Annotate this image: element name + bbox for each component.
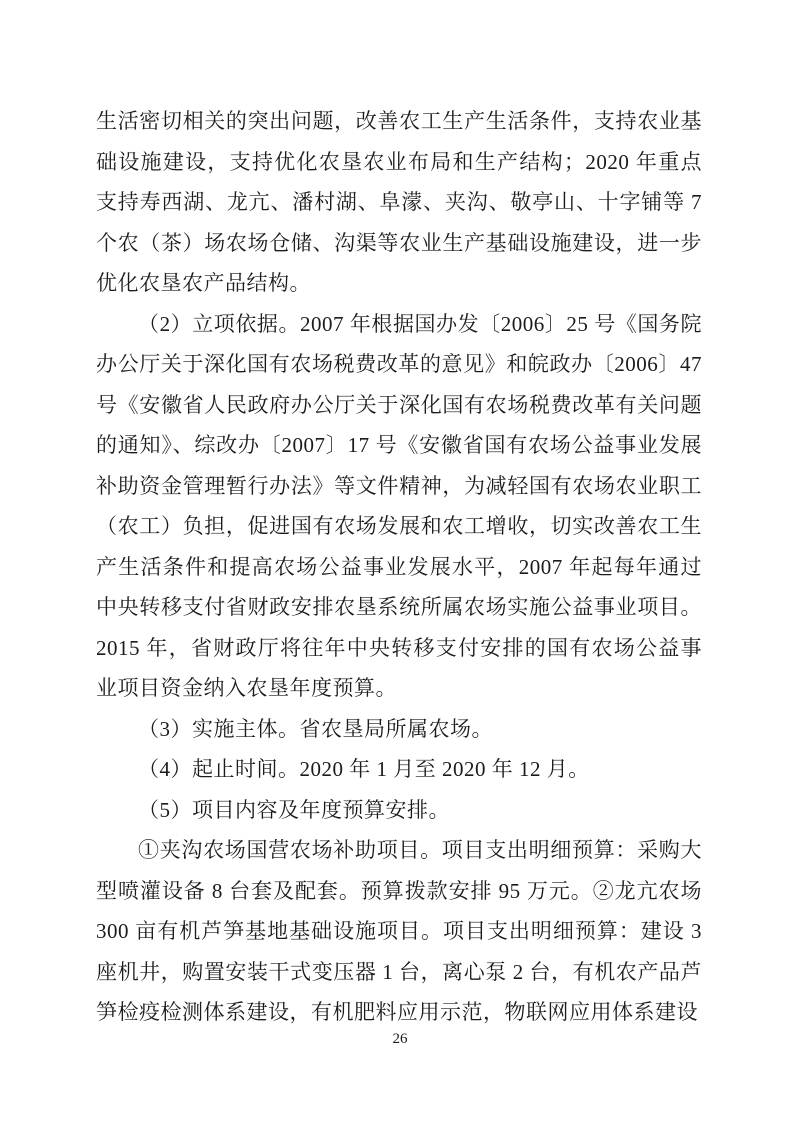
paragraph-continuation: 生活密切相关的突出问题，改善农工生产生活条件，支持农业基础设施建设，支持优化农垦农业布局和生产结构；2020 年重点支持寿西湖、龙亢、潘村湖、阜濛、夹沟、敬亭山、十字铺等 7 个农（茶）场农场仓储、沟渠等农业生产基础设施建设，进一步优化农垦农产品结构。 — [96, 109, 702, 295]
page-content — [96, 101, 702, 1033]
paragraph-project-details: ①夹沟农场国营农场补助项目。项目支出明细预算：采购大型喷灌设备 8 台套及配套。预算拨款安排 95 万元。②龙亢农场 300 亩有机芦笋基地基础设施项目。项目支出明细预算：建设 3 座机井，购置安装干式变压器 1 台，离心泵 2 台，有机农产品芦笋检疫检测体系建设，有机肥料应用示范，物联网应用体系建设 — [96, 838, 702, 1024]
paragraph-item-5-content: （5）项目内容及年度预算安排。 — [138, 797, 450, 822]
paragraph-item-4-timeframe: （4）起止时间。2020 年 1 月至 2020 年 12 月。 — [138, 757, 590, 781]
paragraph-item-3-implementer: （3）实施主体。省农垦局所属农场。 — [138, 716, 493, 741]
page-number: 26 — [392, 1031, 408, 1047]
paragraph-item-2-basis: （2）立项依据。2007 年根据国办发〔2006〕25 号《国务院办公厅关于深化国有农场税费改革的意见》和皖政办〔2006〕47 号《安徽省人民政府办公厅关于深化国有农场税费改革有关问题的通知》、综改办〔2007〕17 号《安徽省国有农场公益事业发展补助资金管理暂行办法》等文件精神，为减轻国有农场农业职工（农工）负担，促进国有农场发展和农工增收，切实改善农工生产生活条件和提高农场公益事业发展水平，2007 年起每年通过中央转移支付省财政安排农垦系统所属农场实施公益事业项目。2015 年，省财政厅将往年中央转移支付安排的国有农场公益事业项目资金纳入农垦年度预算。 — [96, 311, 702, 700]
